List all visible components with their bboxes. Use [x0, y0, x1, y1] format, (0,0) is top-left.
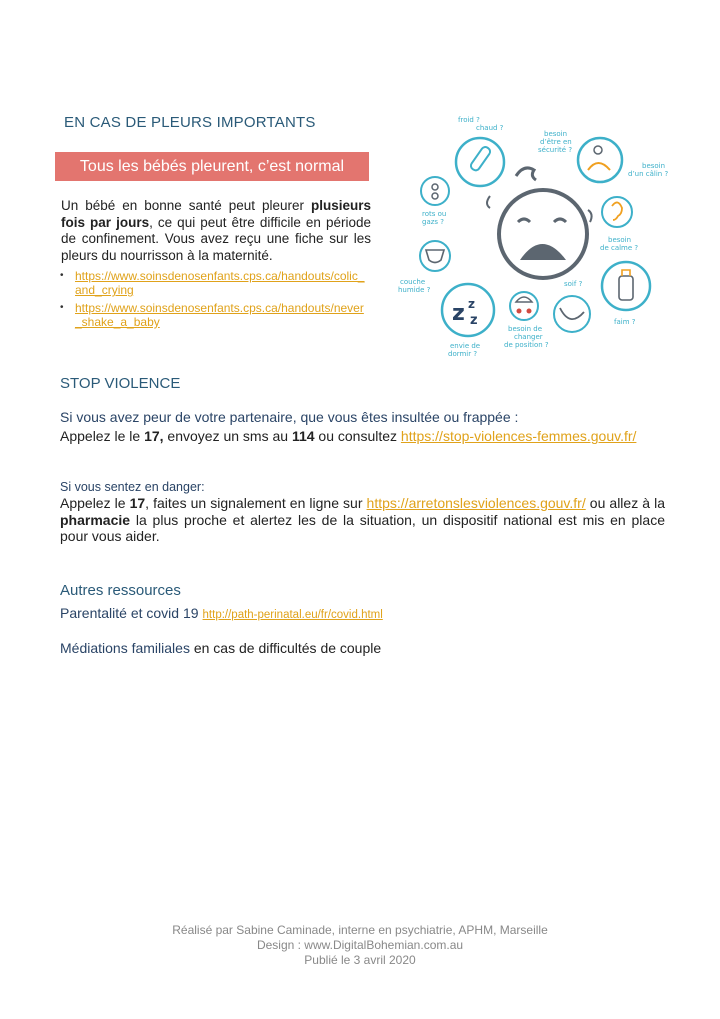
violence-paragraph-2: [60, 495, 665, 545]
label-dormir-1: envie de: [450, 342, 481, 350]
label-position-1: besoin de: [508, 325, 543, 333]
label-froid: froid ?: [458, 116, 480, 124]
bottle-icon: [602, 262, 650, 310]
svg-text:z: z: [452, 301, 465, 326]
resource-2-rest: en cas de difficultés de couple: [189, 640, 382, 656]
sleep-icon: [442, 284, 494, 336]
label-soif: soif ?: [564, 280, 583, 288]
label-position-3: de position ?: [504, 341, 549, 349]
p2-text-d: ou allez à la: [585, 495, 665, 511]
bullet-icon: •: [60, 270, 64, 281]
label-securite-2: d’être en: [540, 138, 572, 146]
p1-text-c: envoyez un sms au: [163, 428, 292, 444]
label-couche-1: couche: [400, 278, 426, 286]
stroller-icon: [510, 292, 538, 320]
p2-number-17: 17: [129, 495, 146, 511]
label-rots-2: gazs ?: [422, 218, 444, 226]
bullet-icon: •: [60, 302, 64, 313]
svg-text:z: z: [468, 297, 475, 311]
footer-design: Design : www.DigitalBohemian.com.au: [256, 938, 464, 952]
label-dormir-2: dormir ?: [448, 350, 478, 358]
label-securite-1: besoin: [544, 130, 568, 138]
ear-icon: [602, 197, 632, 227]
resource-1-label: Parentalité et covid 19: [60, 605, 199, 621]
p2-text-f: la plus proche et alertez les de la situation, un dispositif national est mis en place pour vous aider.: [60, 511, 665, 544]
intro-text-1: Un bébé en bonne santé peut pleurer: [61, 198, 311, 213]
link-path-perinatal[interactable]: http://path-perinatal.eu/fr/covid.html: [202, 609, 383, 621]
p1-text-e: ou consultez: [314, 428, 401, 444]
thermometer-icon: [456, 138, 504, 186]
label-rots-1: rots ou: [422, 210, 447, 218]
link-colic-crying[interactable]: https://www.soinsdenosenfants.cps.ca/handouts/colic_and_crying: [75, 269, 365, 297]
footer-author: Réalisé par Sabine Caminade, interne en psychiatrie, APHM, Marseille: [172, 923, 548, 937]
p2-text-a: Appelez le: [60, 495, 130, 511]
p1-number-17: 17,: [144, 428, 164, 444]
intro-text-2: , ce qui peut être difficile en période de confinement. Vous avez reçu une fiche sur les pleurs du nourrisson à la maternité.: [61, 214, 371, 263]
baby-carrier-icon: [578, 138, 622, 182]
intro-bold: plusieurs fois par jours: [61, 198, 371, 230]
p1-number-114: 114: [291, 428, 315, 444]
label-position-2: changer: [514, 333, 543, 341]
violence-question-1: Si vous avez peur de votre partenaire, que vous êtes insultée ou frappée :: [60, 409, 519, 425]
svg-text:z: z: [470, 313, 478, 328]
banner-normal-crying: Tous les bébés pleurent, c’est normal: [55, 152, 369, 181]
crying-needs-infographic: [388, 110, 688, 365]
p2-text-c: , faites un signalement en ligne sur: [145, 495, 367, 511]
resource-2-label: Médiations familiales: [60, 640, 190, 656]
label-calin-2: d’un câlin ?: [628, 170, 669, 178]
footer-date: Publié le 3 avril 2020: [304, 953, 416, 967]
resource-parentalite: [60, 605, 383, 621]
crying-baby-icon: [487, 168, 592, 278]
intro-paragraph: [61, 198, 371, 264]
violence-paragraph-1: [60, 428, 665, 444]
resource-mediations: [60, 640, 381, 656]
section-title-cry: EN CAS DE PLEURS IMPORTANTS: [64, 114, 316, 131]
p1-text-a: Appelez le le: [60, 428, 145, 444]
link-stop-violences[interactable]: https://stop-violences-femmes.gouv.fr/: [400, 428, 637, 444]
label-securite-3: sécurité ?: [538, 146, 573, 154]
violence-question-2: Si vous sentez en danger:: [60, 480, 205, 494]
link-arretons-violences[interactable]: https://arretonslesviolences.gouv.fr/: [366, 495, 586, 511]
label-calme-1: besoin: [608, 236, 632, 244]
label-faim: faim ?: [614, 318, 636, 326]
mouth-icon: [554, 296, 590, 332]
section-title-stop-violence: STOP VIOLENCE: [60, 375, 181, 392]
stomach-icon: [421, 177, 449, 205]
link-never-shake[interactable]: https://www.soinsdenosenfants.cps.ca/handouts/never_shake_a_baby: [75, 301, 364, 329]
label-calin-1: besoin: [642, 162, 666, 170]
footer: [0, 923, 720, 968]
p2-pharmacie: pharmacie: [60, 511, 131, 528]
section-title-resources: Autres ressources: [60, 582, 181, 599]
label-couche-2: humide ?: [398, 286, 431, 294]
diaper-icon: [420, 241, 450, 271]
label-calme-2: de calme ?: [600, 244, 639, 252]
label-chaud: chaud ?: [476, 124, 504, 132]
